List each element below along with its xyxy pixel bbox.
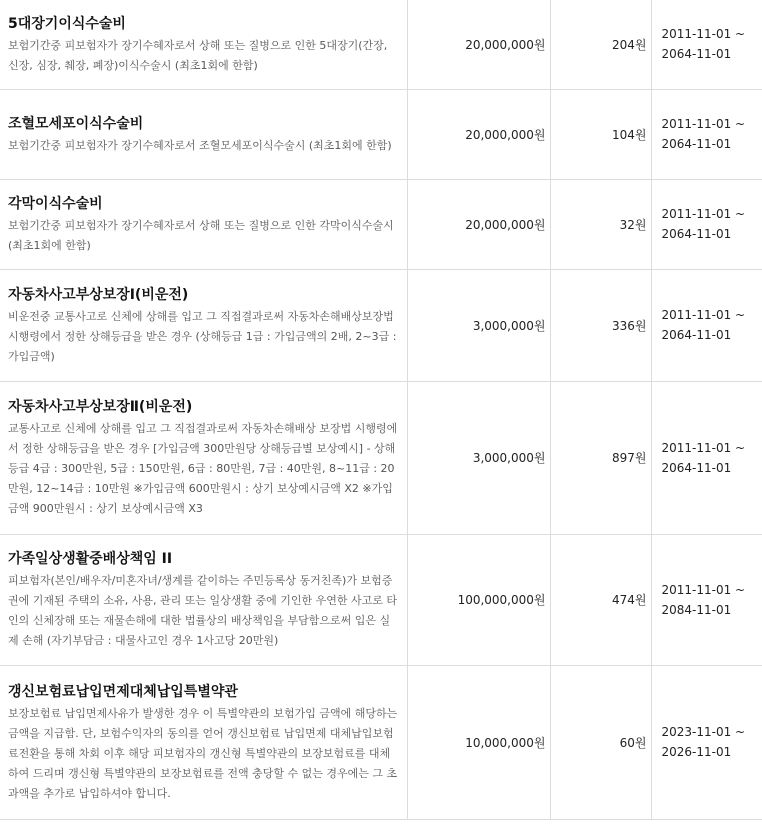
period-start: 2011-11-01 ~: [661, 207, 746, 221]
coverage-title: 자동차사고부상보장Ⅰ(비운전): [8, 286, 189, 303]
table-row: [0, 381, 762, 534]
coverage-amount: 20,000,000원: [407, 89, 550, 179]
period-end: 2026-11-01: [661, 745, 732, 759]
table-row: [0, 89, 762, 179]
period-end: 2064-11-01: [661, 227, 732, 241]
coverage-description: 보험기간중 피보험자가 장기수혜자로서 상해 또는 질병으로 인한 각막이식수술시 (최초1회에 한함): [8, 218, 394, 252]
coverage-premium: 104원: [550, 89, 651, 179]
coverage-title: 조혈모세포이식수술비: [8, 115, 144, 132]
coverage-name-cell: [0, 0, 407, 89]
coverage-premium: 32원: [550, 179, 651, 269]
coverage-title: 각막이식수술비: [8, 195, 103, 212]
table-row: [0, 534, 762, 665]
coverage-premium: 474원: [550, 534, 651, 665]
period-start: 2011-11-01 ~: [661, 308, 746, 322]
coverage-amount: 20,000,000원: [407, 0, 550, 89]
coverage-period: [651, 534, 762, 665]
coverage-name-cell: [0, 381, 407, 534]
coverage-period: [651, 269, 762, 381]
period-end: 2064-11-01: [661, 137, 732, 151]
coverage-premium: 336원: [550, 269, 651, 381]
coverage-title: 5대장기이식수술비: [8, 15, 126, 32]
coverage-name-cell: [0, 89, 407, 179]
coverage-premium: 60원: [550, 665, 651, 819]
coverage-description: 피보험자(본인/배우자/미혼자녀/생계를 같이하는 주민등록상 동거친족)가 보험증권에 기재된 주택의 소유, 사용, 관리 또는 일상생활 중에 기인한 우연한 사고로 타인의 신체장해 또는 재물손해에 대한 법률상의 배상책임을 부담함으로써 입은 실제 손해 (자기부담금 : 대물사고인 경우 1사고당 20만원): [8, 574, 397, 647]
coverage-amount: 10,000,000원: [407, 665, 550, 819]
table-row: [0, 665, 762, 819]
coverage-amount: 20,000,000원: [407, 179, 550, 269]
coverage-amount: 3,000,000원: [407, 269, 550, 381]
coverage-name-cell: [0, 269, 407, 381]
coverage-name-cell: [0, 179, 407, 269]
period-end: 2064-11-01: [661, 47, 732, 62]
coverage-premium: 897원: [550, 381, 651, 534]
period-start: 2011-11-01 ~: [661, 440, 746, 455]
coverage-description: 보장보험료 납입면제사유가 발생한 경우 이 특별약관의 보험가입 금액에 해당하는 금액을 지급함. 단, 보험수익자의 동의를 얻어 갱신보험료 납입면제 대체납입보험료전환을 통해 차회 이후 해당 피보험자의 갱신형 특별약관의 보장보험료를 대체하여 드리며 갱신형 특별약관의 보장보험료를 전액 충당할 수 없는 경우에는 그 초과액을 추가로 납입하셔야 합니다.: [8, 706, 398, 800]
coverage-period: [651, 89, 762, 179]
coverage-premium: 204원: [550, 0, 651, 89]
coverage-name-cell: [0, 665, 407, 819]
period-start: 2011-11-01 ~: [661, 582, 746, 597]
coverage-amount: 100,000,000원: [407, 534, 550, 665]
period-start: 2023-11-01 ~: [661, 725, 746, 739]
coverage-title: 자동차사고부상보장Ⅱ(비운전): [8, 399, 193, 415]
coverage-description: 보험기간중 피보험자가 장기수혜자로서 조혈모세포이식수술시 (최초1회에 한함): [8, 138, 392, 152]
period-end: 2064-11-01: [661, 328, 732, 342]
coverage-period: [651, 0, 762, 89]
table-row: [0, 269, 762, 381]
coverage-period: [651, 179, 762, 269]
period-start: 2011-11-01 ~: [661, 27, 746, 42]
table-row: [0, 0, 762, 89]
coverage-title: 가족일상생활중배상책임 II: [8, 551, 173, 567]
coverage-period: [651, 665, 762, 819]
coverage-name-cell: [0, 534, 407, 665]
table-row: [0, 179, 762, 269]
period-end: 2084-11-01: [661, 602, 732, 617]
period-end: 2064-11-01: [661, 460, 732, 475]
coverage-description: 비운전중 교통사고로 신체에 상해를 입고 그 직접결과로써 자동차손해배상보장법 시행령에서 정한 상해등급을 받은 경우 (상해등급 1급 : 가입금액의 2배, 2~3급 : 가입금액): [8, 309, 397, 363]
coverage-title: 갱신보험료납입면제대체납입특별약관: [8, 683, 238, 700]
period-start: 2011-11-01 ~: [661, 117, 746, 131]
coverage-description: 보험기간중 피보험자가 장기수혜자로서 상해 또는 질병으로 인한 5대장기(간장, 신장, 심장, 췌장, 폐장)이식수술시 (최초1회에 한함): [8, 38, 388, 72]
coverage-amount: 3,000,000원: [407, 381, 550, 534]
coverage-period: [651, 381, 762, 534]
coverage-description: 교통사고로 신체에 상해를 입고 그 직접결과로써 자동차손해배상 보장법 시행령에서 정한 상해등급을 받은 경우 [가입금액 300만원당 상해등급별 보상예시] - 상해등급 4급 : 300만원, 5급 : 150만원, 6급 : 80만원, 7급 : 40만원, 8~11급 : 20만원, 12~14급 : 10만원 ※가입금액 600만원시 : 상기 보상예시금액 X2 ※가입금액 900만원시 : 상기 보상예시금액 X3: [8, 422, 398, 515]
